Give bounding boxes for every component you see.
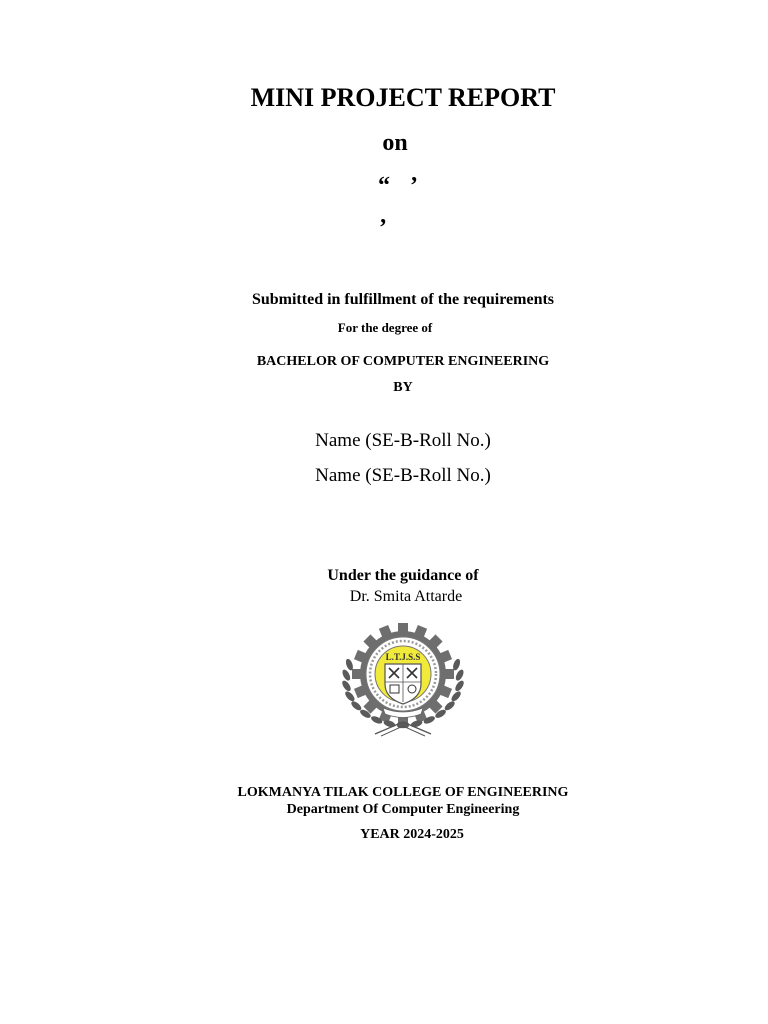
- wreath-leaf: [454, 668, 465, 681]
- project-title-comma: ’: [379, 215, 387, 241]
- wreath-leaf: [344, 690, 357, 703]
- student-name-1: Name (SE-B-Roll No.): [315, 430, 491, 451]
- wreath-leaf: [454, 679, 466, 692]
- degree-name: BACHELOR OF COMPUTER ENGINEERING: [256, 354, 550, 369]
- wreath-leaf: [450, 690, 463, 703]
- report-title: MINI PROJECT REPORT: [250, 83, 556, 112]
- college-name: LOKMANYA TILAK COLLEGE OF ENGINEERING: [237, 785, 569, 800]
- emblem-text: L.T.J.S.S: [385, 652, 421, 662]
- student-name-2: Name (SE-B-Roll No.): [315, 465, 491, 486]
- by-label: BY: [393, 380, 413, 395]
- department-name: Department Of Computer Engineering: [286, 802, 520, 817]
- submission-statement: Submitted in fulfillment of the requirements: [251, 291, 555, 308]
- college-emblem-icon: [333, 622, 473, 740]
- degree-intro: For the degree of: [337, 320, 433, 335]
- wreath-leaf: [341, 679, 353, 692]
- on-text: on: [382, 130, 408, 156]
- project-title-placeholder: “ ’: [378, 173, 418, 199]
- guidance-label: Under the guidance of: [327, 567, 479, 584]
- wreath-leaf: [341, 668, 352, 681]
- academic-year: YEAR 2024-2025: [360, 827, 464, 842]
- guide-name: Dr. Smita Attarde: [349, 588, 463, 605]
